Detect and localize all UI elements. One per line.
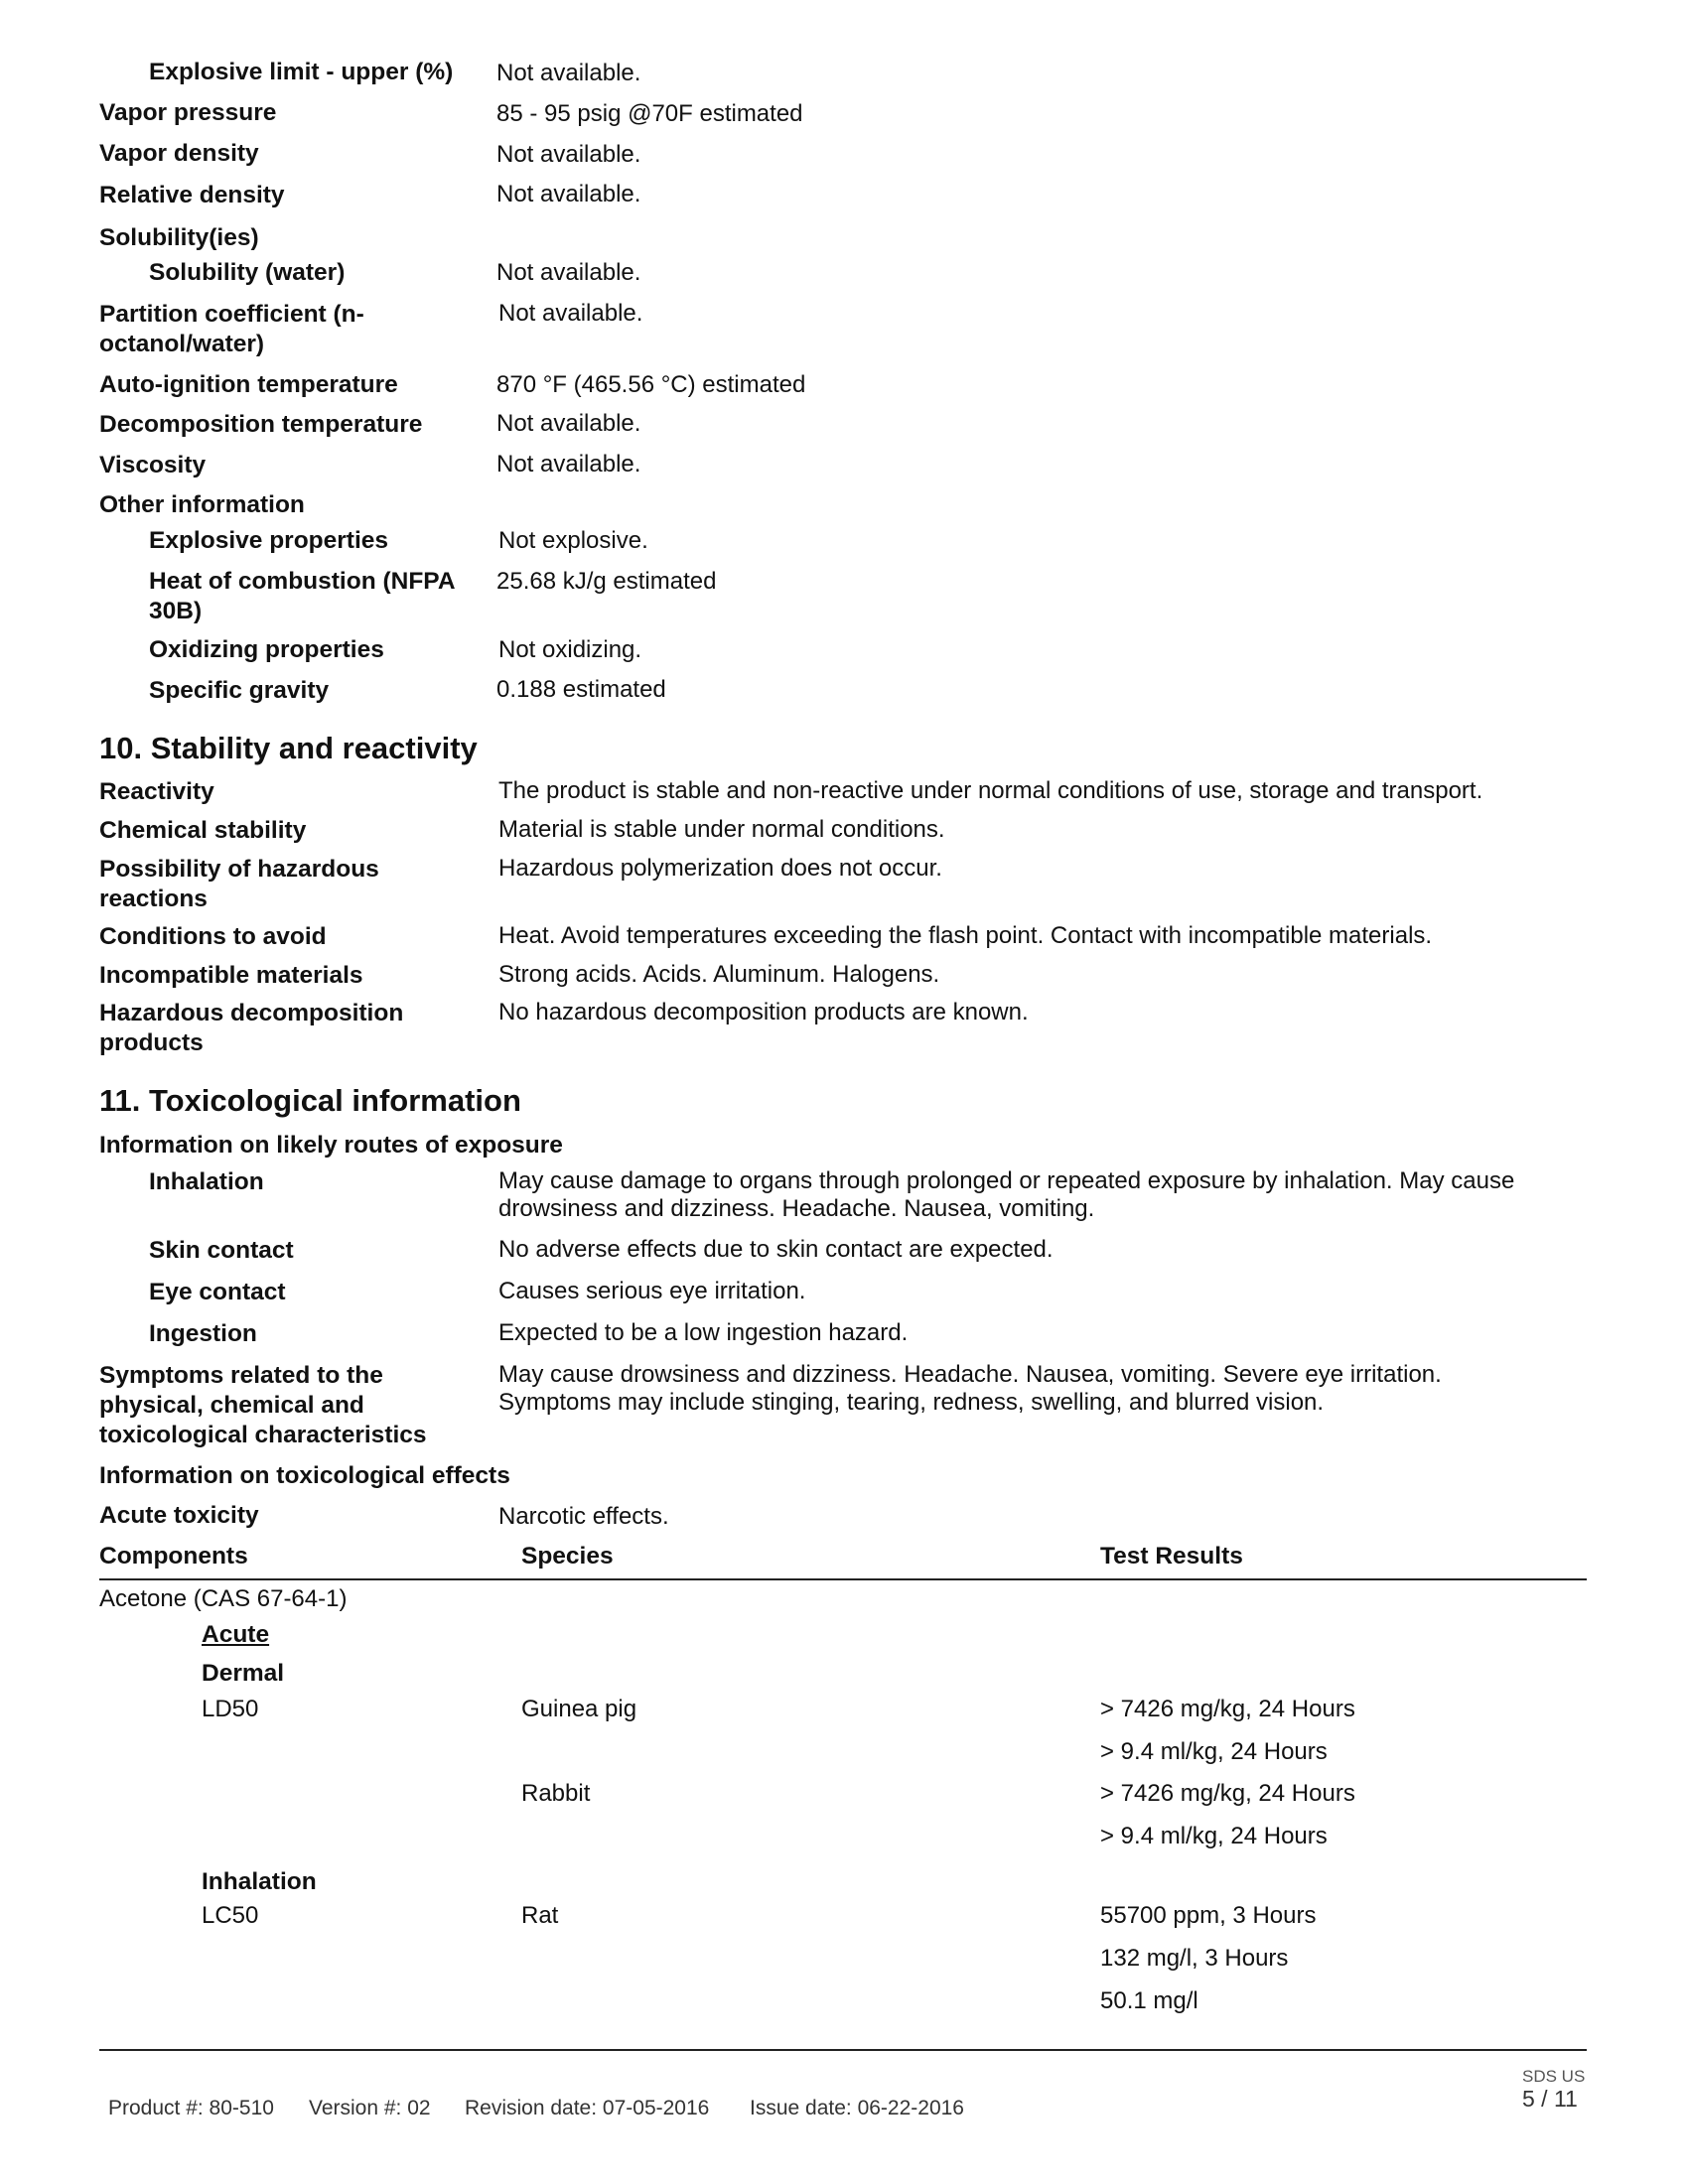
prop-label-vapor-density: Vapor density [99, 140, 259, 167]
prop-label-explosive-properties: Explosive properties [149, 527, 389, 554]
footer-version: Version #: 02 [309, 2097, 431, 2119]
prop-value-explosive-upper: Not available. [496, 60, 641, 86]
footer-page-number: 5 / 11 [1522, 2086, 1578, 2112]
section-10-heading: 10. Stability and reactivity [99, 731, 478, 765]
footer-sds-label: SDS US [1522, 2067, 1586, 2086]
table-header-test-results: Test Results [1100, 1543, 1243, 1570]
prop-value-partition: Not available. [498, 300, 643, 327]
table-result: > 7426 mg/kg, 24 Hours [1100, 1780, 1355, 1807]
prop-label-vapor-pressure: Vapor pressure [99, 99, 277, 126]
prop-label-explosive-upper: Explosive limit - upper (%) [149, 59, 454, 85]
effects-heading: Information on toxicological effects [99, 1462, 510, 1489]
prop-label-specific-gravity: Specific gravity [149, 677, 330, 704]
s10-value-decomposition-products: No hazardous decomposition products are known. [498, 999, 1029, 1025]
s10-value-hazardous-reactions: Hazardous polymerization does not occur. [498, 855, 942, 882]
acute-toxicity-label: Acute toxicity [99, 1502, 259, 1529]
s10-value-chemical-stability: Material is stable under normal conditions. [498, 816, 945, 843]
prop-value-oxidizing: Not oxidizing. [498, 636, 642, 663]
table-header-rule [99, 1578, 1587, 1580]
s10-value-reactivity: The product is stable and non-reactive under normal conditions of use, storage and transport. [498, 777, 1483, 804]
route-label-skin: Skin contact [149, 1237, 294, 1264]
s10-value-incompatible: Strong acids. Acids. Aluminum. Halogens. [498, 961, 940, 988]
symptoms-label: Symptoms related to the physical, chemical and toxicological characteristics [99, 1362, 427, 1448]
table-inhalation-label: Inhalation [202, 1868, 317, 1895]
route-value-skin: No adverse effects due to skin contact are expected. [498, 1236, 1054, 1263]
route-label-eye: Eye contact [149, 1279, 286, 1305]
s10-label-conditions-avoid: Conditions to avoid [99, 923, 327, 950]
route-value-eye: Causes serious eye irritation. [498, 1278, 806, 1304]
table-header-components: Components [99, 1543, 248, 1570]
prop-label-relative-density: Relative density [99, 182, 285, 208]
acute-toxicity-value: Narcotic effects. [498, 1503, 669, 1530]
prop-label-other-info: Other information [99, 491, 305, 518]
footer-revision-date: Revision date: 07-05-2016 [465, 2097, 710, 2119]
table-header-species: Species [521, 1543, 614, 1570]
prop-value-vapor-density: Not available. [496, 141, 641, 168]
s10-value-conditions-avoid: Heat. Avoid temperatures exceeding the flash point. Contact with incompatible materials. [498, 922, 1433, 949]
s10-label-chemical-stability: Chemical stability [99, 817, 307, 844]
route-label-ingestion: Ingestion [149, 1320, 257, 1347]
routes-heading: Information on likely routes of exposure [99, 1132, 563, 1159]
table-result: > 9.4 ml/kg, 24 Hours [1100, 1738, 1328, 1765]
s10-label-decomposition-products: Hazardous decomposition products [99, 1000, 404, 1056]
table-lc50-label: LC50 [202, 1902, 259, 1929]
table-dermal-label: Dermal [202, 1660, 285, 1687]
prop-label-solubilities: Solubility(ies) [99, 224, 259, 251]
footer-rule [99, 2049, 1587, 2051]
table-result: > 9.4 ml/kg, 24 Hours [1100, 1823, 1328, 1849]
table-species-rat: Rat [521, 1902, 559, 1929]
prop-label-oxidizing: Oxidizing properties [149, 636, 384, 663]
footer-issue-date: Issue date: 06-22-2016 [750, 2097, 964, 2119]
table-acute-label: Acute [202, 1621, 270, 1648]
prop-label-decomposition: Decomposition temperature [99, 411, 423, 438]
prop-value-explosive-properties: Not explosive. [498, 527, 648, 554]
section-11-heading: 11. Toxicological information [99, 1083, 521, 1118]
prop-value-decomposition: Not available. [496, 410, 641, 437]
prop-value-autoignition: 870 °F (465.56 °C) estimated [496, 371, 806, 398]
table-result: 50.1 mg/l [1100, 1987, 1198, 2014]
route-value-inhalation: May cause damage to organs through prolonged or repeated exposure by inhalation. May cause drowsiness and dizziness. Headache. Nausea, vomiting. [498, 1167, 1515, 1222]
table-ld50-label: LD50 [202, 1696, 259, 1722]
prop-label-partition: Partition coefficient (n-octanol/water) [99, 301, 364, 357]
s10-label-reactivity: Reactivity [99, 778, 214, 805]
table-result: > 7426 mg/kg, 24 Hours [1100, 1696, 1355, 1722]
prop-label-solubility-water: Solubility (water) [149, 259, 346, 286]
prop-value-solubility-water: Not available. [496, 259, 641, 286]
prop-value-vapor-pressure: 85 - 95 psig @70F estimated [496, 100, 803, 127]
prop-label-autoignition: Auto-ignition temperature [99, 371, 398, 398]
table-result: 55700 ppm, 3 Hours [1100, 1902, 1317, 1929]
table-species-guinea-pig: Guinea pig [521, 1696, 637, 1722]
table-species-rabbit: Rabbit [521, 1780, 591, 1807]
table-result: 132 mg/l, 3 Hours [1100, 1945, 1289, 1972]
symptoms-value: May cause drowsiness and dizziness. Headache. Nausea, vomiting. Severe eye irritation. Symptoms may include stinging, tearing, redness, swelling, and blurred vision. [498, 1361, 1442, 1416]
prop-value-specific-gravity: 0.188 estimated [496, 676, 666, 703]
prop-label-heat-combustion: Heat of combustion (NFPA 30B) [149, 568, 455, 624]
route-label-inhalation: Inhalation [149, 1168, 264, 1195]
footer-product: Product #: 80-510 [108, 2097, 274, 2119]
prop-label-viscosity: Viscosity [99, 452, 207, 478]
route-value-ingestion: Expected to be a low ingestion hazard. [498, 1319, 909, 1346]
prop-value-relative-density: Not available. [496, 181, 641, 207]
table-component-acetone: Acetone (CAS 67-64-1) [99, 1585, 348, 1612]
prop-value-heat-combustion: 25.68 kJ/g estimated [496, 568, 717, 595]
s10-label-incompatible: Incompatible materials [99, 962, 363, 989]
s10-label-hazardous-reactions: Possibility of hazardous reactions [99, 856, 379, 912]
prop-value-viscosity: Not available. [496, 451, 641, 478]
